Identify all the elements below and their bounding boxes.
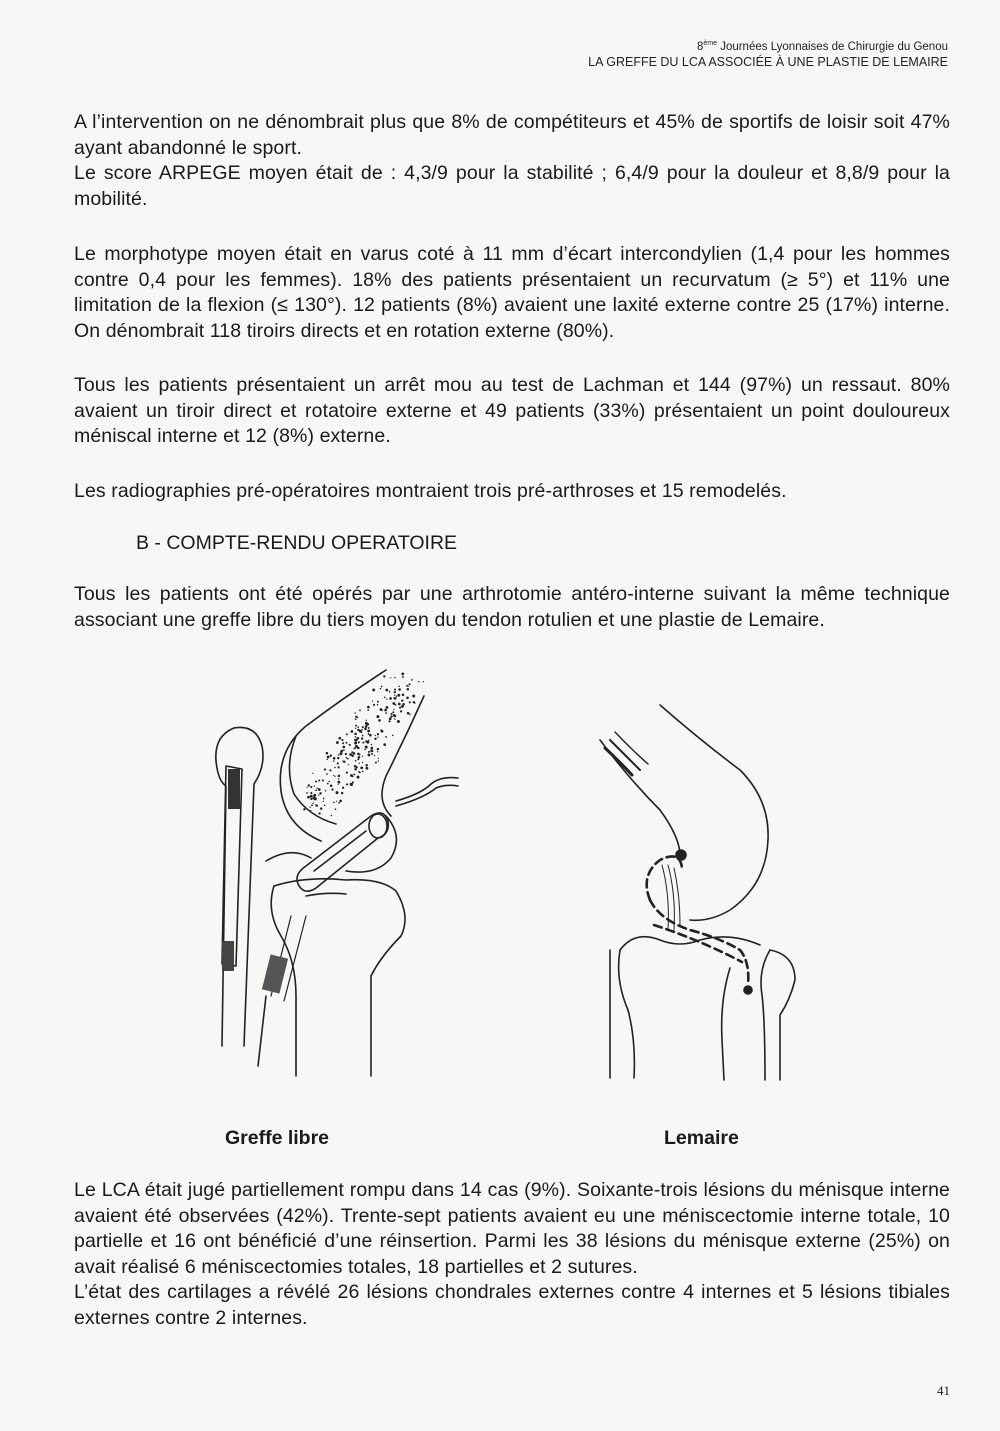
page-number: 41 [937, 1383, 950, 1398]
header-title: LA GREFFE DU LCA ASSOCIÉE À UNE PLASTIE DE LEMAIRE [588, 54, 948, 69]
figure-greffe-libre [196, 666, 466, 1086]
paragraph-3: Le morphotype moyen était en varus coté à 11 mm d’écart intercondylien (1,4 pour les hommes contre 0,4 pour les femmes). 18% des patients présentaient un recurvatum (≥ 5°) et 11% une limitation de la flexion (≤ 130°). 12 patients (8%) avaient une laxité externe contre 25 (17%) interne. On dénombrait 118 tiroirs directs et en rotation externe (80%). [74, 243, 950, 342]
paragraph-8: L’état des cartilages a révélé 26 lésions chondrales externes contre 4 internes et 5 lésions tibiales externes contre 2 internes. [74, 1281, 950, 1329]
running-header [588, 36, 948, 70]
paragraph-1: A l’intervention on ne dénombrait plus que 8% de compétiteurs et 45% de sportifs de loisir soit 47% ayant abandonné le sport. [74, 111, 950, 159]
paragraph-5: Les radiographies pré-opératoires montraient trois pré-arthroses et 15 remodelés. [74, 480, 787, 502]
header-conference: 8ème Journées Lyonnaises de Chirurgie du Genou [696, 40, 948, 53]
paragraph-7: Le LCA était jugé partiellement rompu dans 14 cas (9%). Soixante-trois lésions du ménisque interne avaient été observées (42%). Trente-sept patients avaient eu une méniscectomie interne totale, 10 partielle et 16 ont bénéficié d’une réinsertion. Parmi les 38 lésions du ménisque externe (25%) on avait réalisé 6 méniscectomies totales, 18 partielles et 2 sutures. [74, 1179, 950, 1278]
paragraph-6: Tous les patients ont été opérés par une arthrotomie antéro-interne suivant la même technique associant une greffe libre du tiers moyen du tendon rotulien et une plastie de Lemaire. [74, 583, 950, 631]
text-block-1 [74, 110, 950, 212]
figure-lemaire [590, 700, 820, 1090]
section-title: B - COMPTE-RENDU OPERATOIRE [136, 532, 458, 554]
paragraph-4: Tous les patients présentaient un arrêt mou au test de Lachman et 144 (97%) un ressaut. 80% avaient un tiroir direct et rotatoire externe et 49 patients (33%) présentaient un point douloureux méniscal interne et 12 (8%) externe. [74, 374, 950, 447]
text-block-2 [74, 1178, 950, 1331]
paragraph-2: Le score ARPEGE moyen était de : 4,3/9 pour la stabilité ; 6,4/9 pour la douleur et 8,8/9 pour la mobilité. [74, 162, 950, 210]
caption-greffe-libre: Greffe libre [225, 1127, 330, 1149]
caption-lemaire: Lemaire [664, 1127, 739, 1149]
